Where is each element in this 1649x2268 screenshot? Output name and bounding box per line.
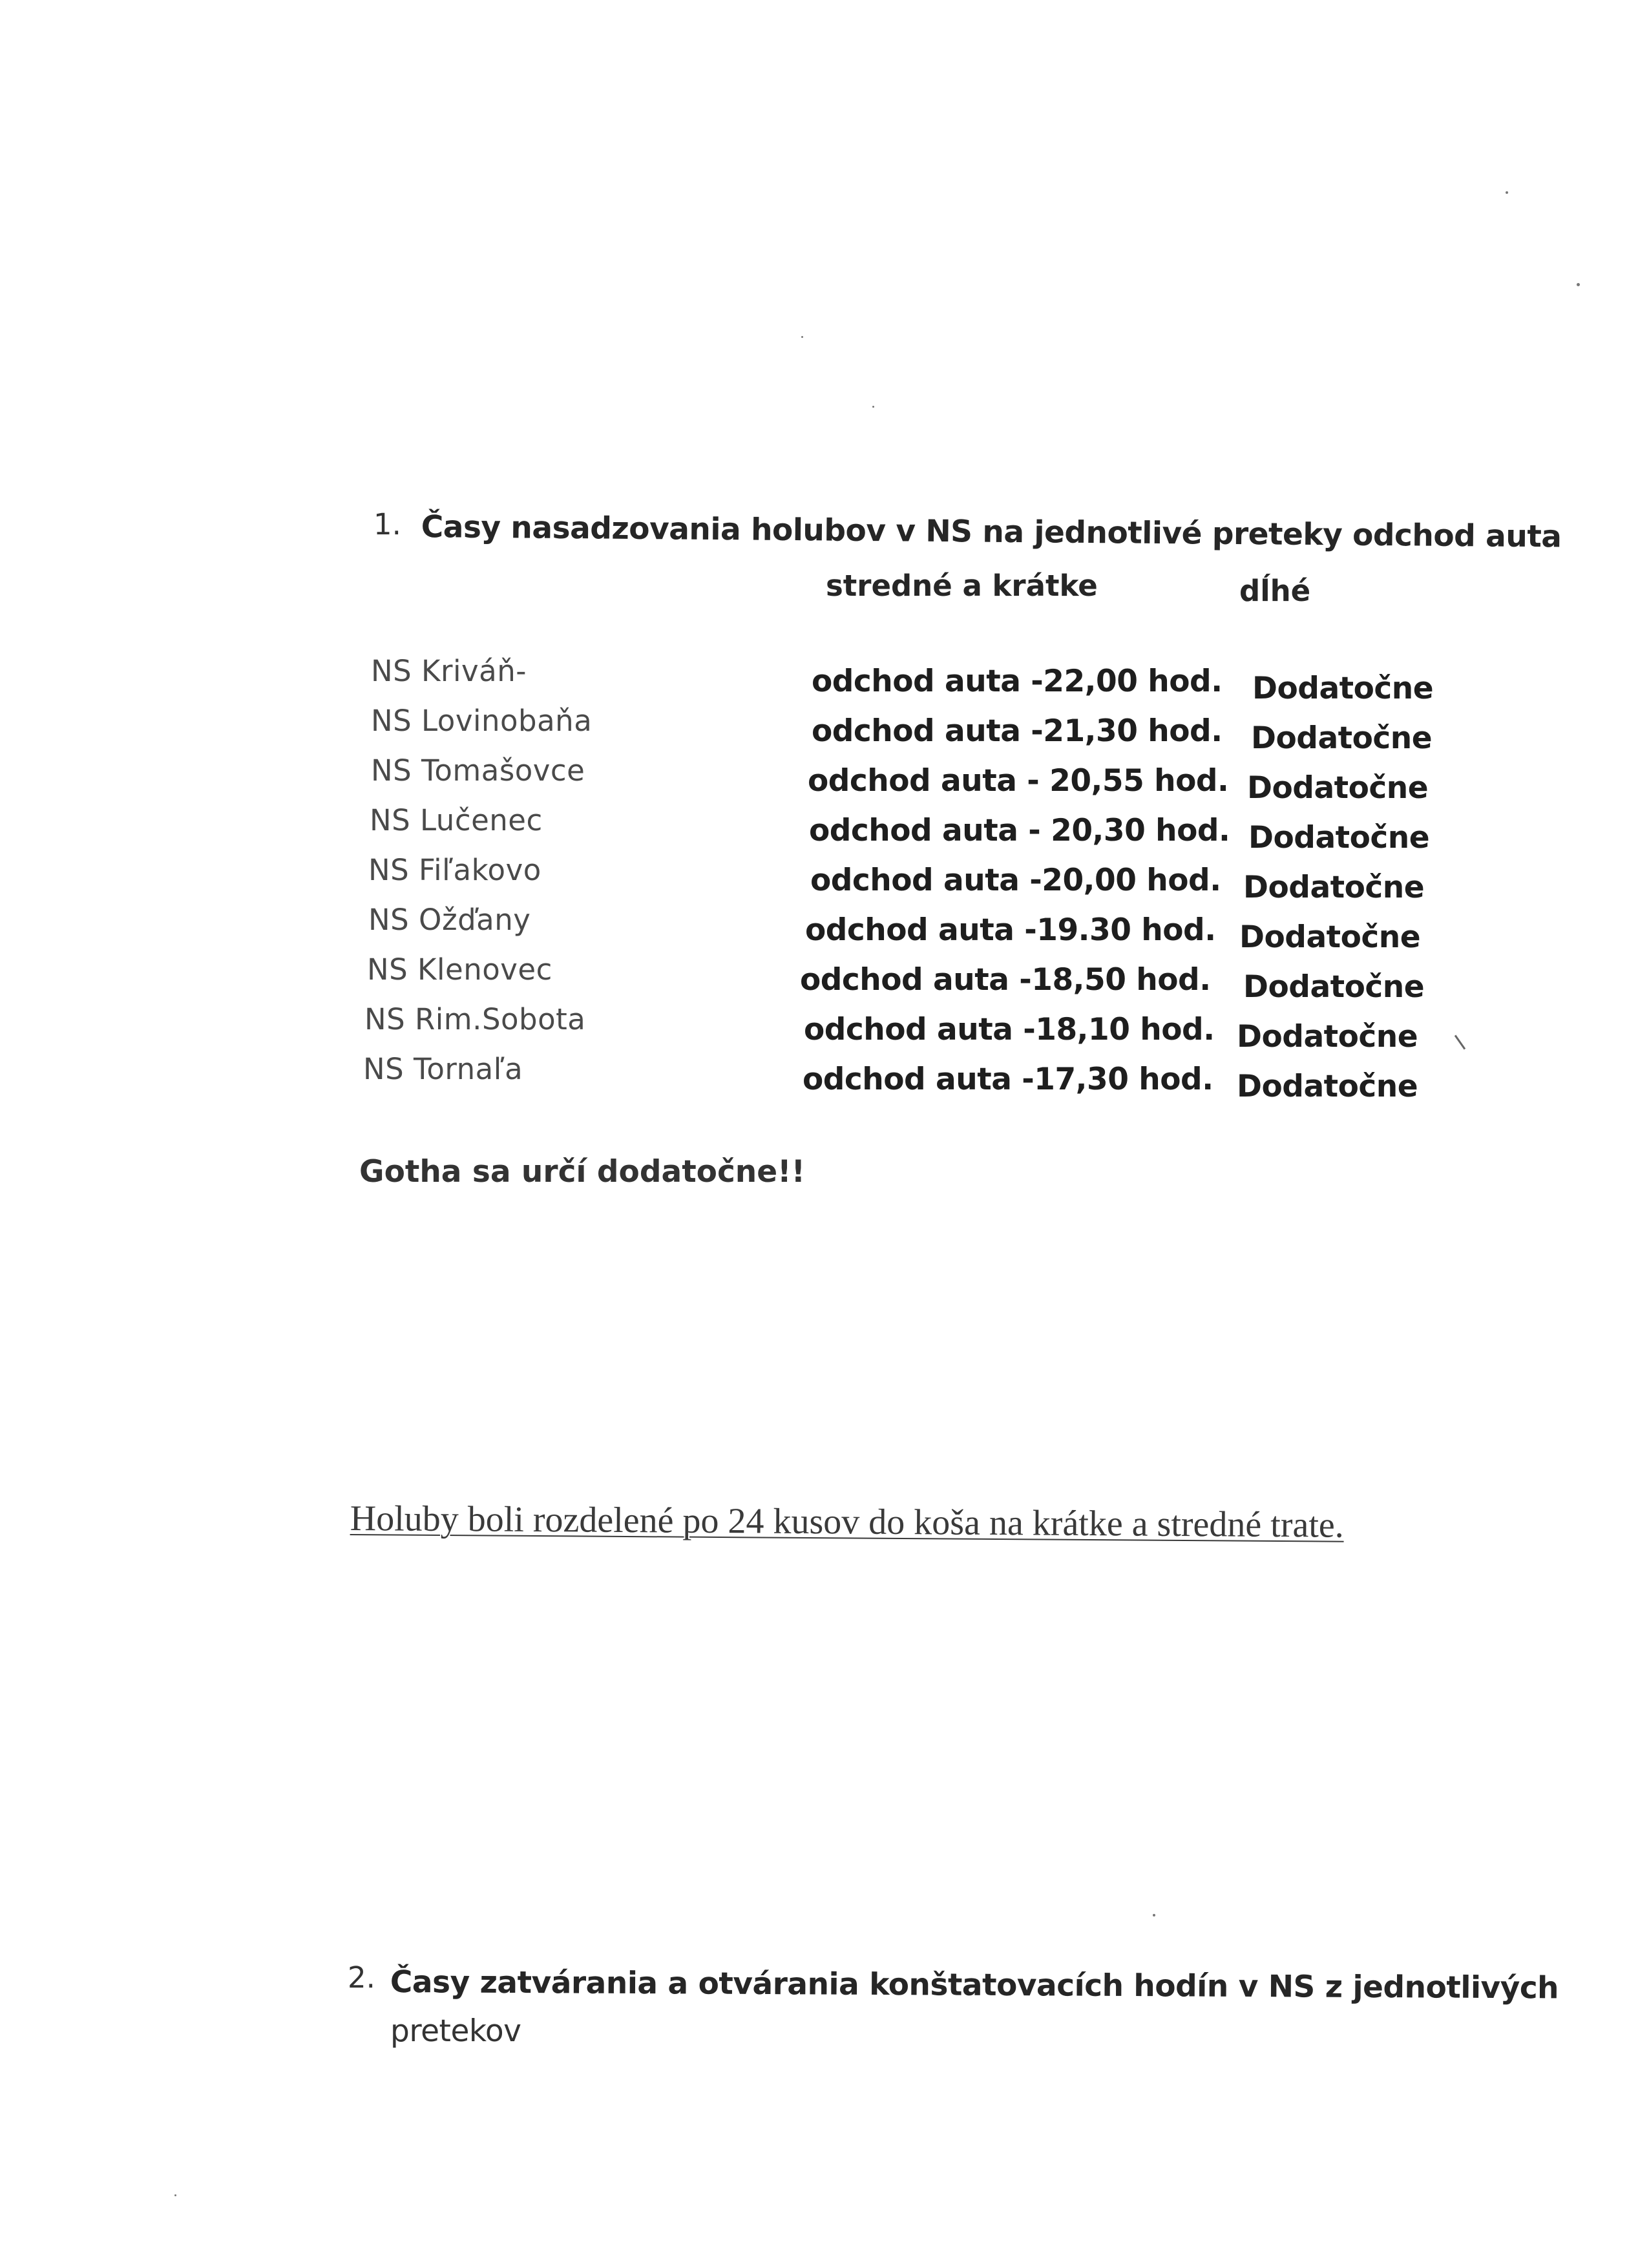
station-name: NS Tomašovce [371,753,585,788]
station-name: NS Kriváň- [371,654,527,688]
scan-speck [1153,1914,1155,1916]
section2-title-line1: Časy zatvárania a otvárania konštatovacích hodín v NS z jednotlivých [390,1964,1559,2006]
long-race-time: Dodatočne [1248,820,1430,856]
departure-time: odchod auta -17,30 hod. [803,1062,1213,1097]
scan-speck [174,2194,176,2196]
departure-time: odchod auta -18,50 hod. [800,962,1211,998]
departure-time: odchod auta -21,30 hod. [812,713,1223,749]
departure-time: odchod auta - 20,30 hod. [809,813,1230,848]
station-name: NS Lovinobaňa [371,704,593,738]
scan-speck [1506,191,1508,194]
baskets-note [350,1498,1344,1546]
departure-time: odchod auta -18,10 hod. [804,1012,1215,1047]
scan-speck [872,406,874,408]
column-heading-short: stredné a krátke [826,569,1098,603]
scan-speck [1577,283,1580,286]
long-race-time: Dodatočne [1251,720,1433,756]
baskets-note-text: Holuby boli rozdelené po 24 kusov do koša na krátke a stredné trate. [350,1498,1344,1546]
section2-title-line2: pretekov [390,2013,521,2049]
long-race-time: Dodatočne [1237,1069,1418,1104]
scan-speck [801,336,803,338]
station-name: NS Ožďany [368,903,531,937]
station-name: NS Lučenec [370,803,543,837]
long-race-time: Dodatočne [1243,870,1425,905]
departure-time: odchod auta -19.30 hod. [805,912,1216,948]
station-name: NS Rim.Sobota [364,1002,586,1036]
long-race-time: Dodatočne [1243,969,1425,1005]
gotha-note: Gotha sa určí dodatočne!! [359,1154,806,1190]
departure-time: odchod auta -20,00 hod. [810,863,1221,898]
long-race-time: Dodatočne [1239,919,1421,955]
long-race-time: Dodatočne [1237,1019,1418,1055]
section1-number: 1. [373,507,401,541]
long-race-time: Dodatočne [1247,770,1429,806]
section1-title: Časy nasadzovania holubov v NS na jednotlivé preteky odchod auta [421,509,1562,555]
station-name: NS Fiľakovo [368,853,541,887]
departure-time: odchod auta -22,00 hod. [812,664,1223,699]
column-heading-long: dĺhé [1239,574,1311,608]
station-name: NS Klenovec [367,952,552,987]
departure-time: odchod auta - 20,55 hod. [808,763,1229,799]
long-race-time: Dodatočne [1252,671,1434,706]
station-name: NS Tornaľa [363,1052,523,1086]
scan-stroke [1455,1034,1465,1049]
section2-number: 2. [348,1960,375,1995]
